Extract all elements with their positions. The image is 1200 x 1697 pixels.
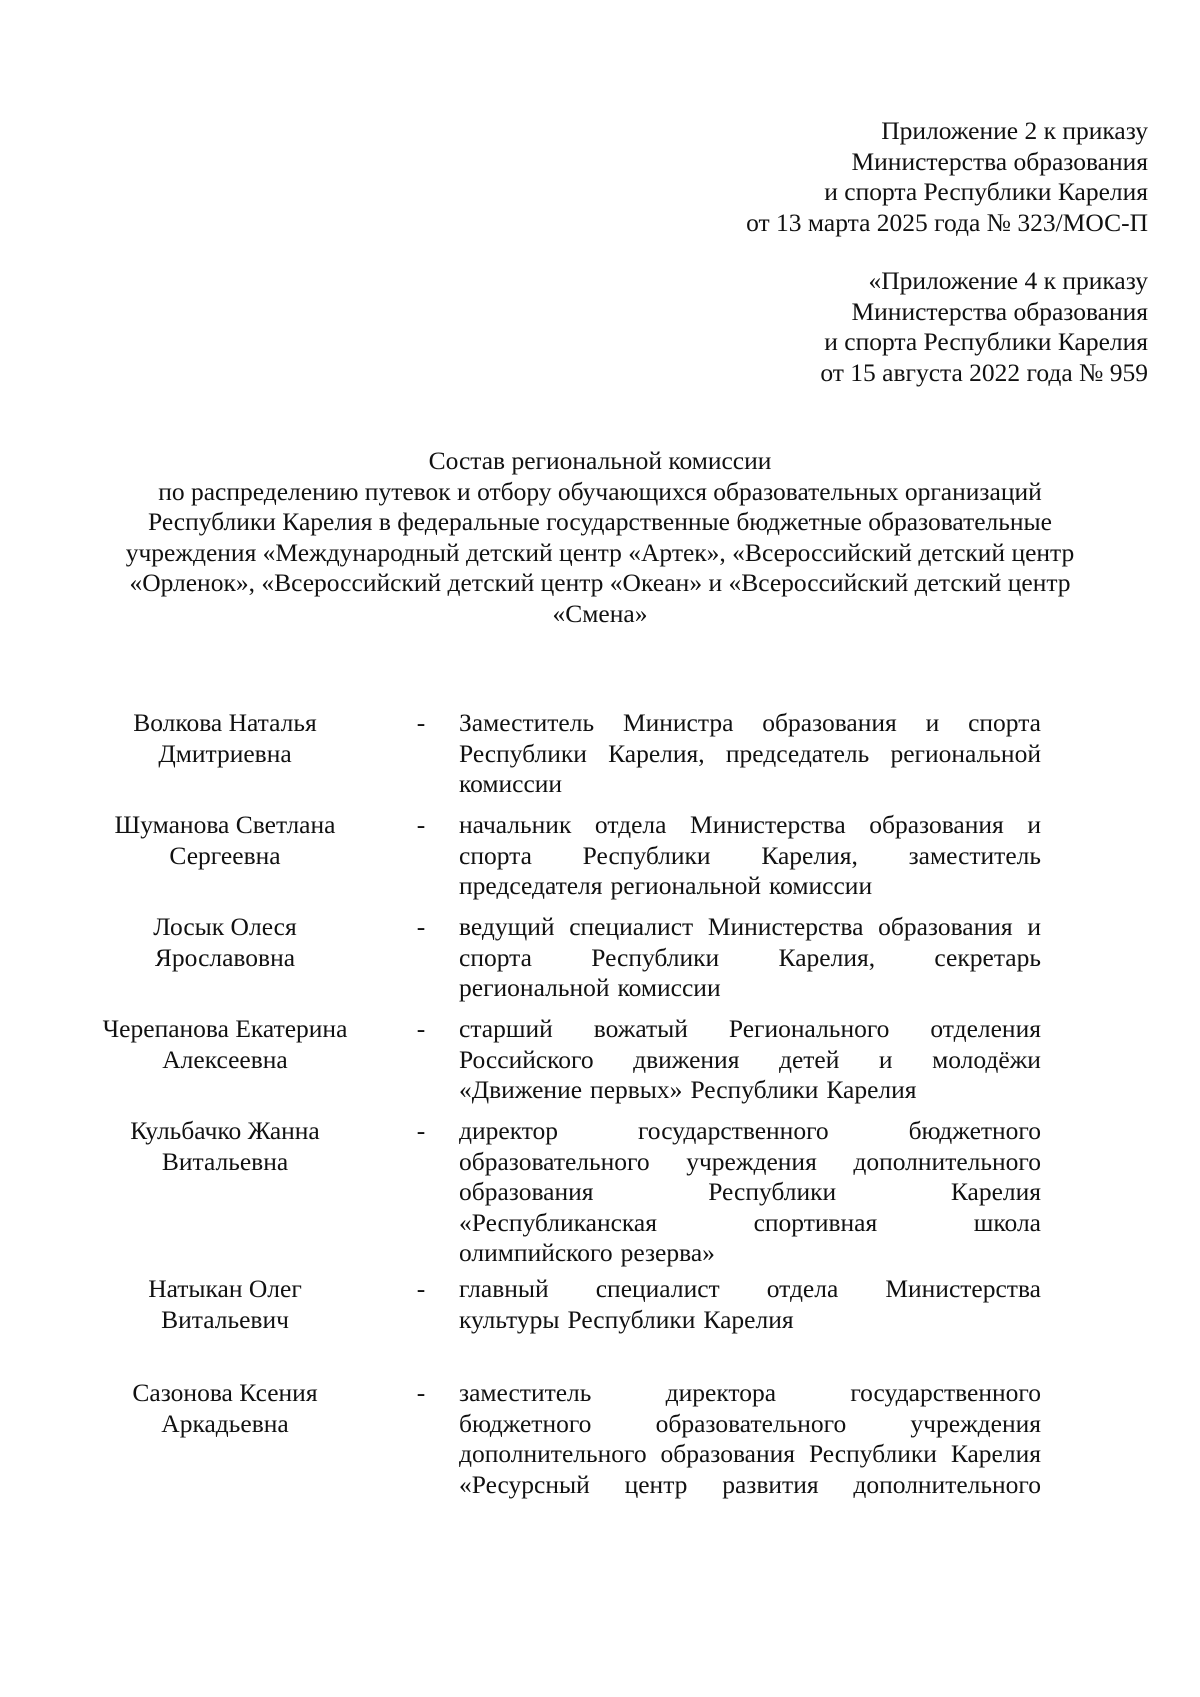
member-name [95, 1378, 355, 1439]
appendix-current-line: и спорта Республики Карелия [824, 177, 1148, 206]
role-word: школа [973, 1207, 1041, 1237]
member-role [459, 1378, 1041, 1500]
member-name-line: Алексеевна [162, 1044, 288, 1074]
role-word: образовательного [459, 1146, 650, 1176]
role-word: Карелия [950, 1439, 1041, 1468]
member-role-line [459, 871, 1041, 902]
role-word: Республики [591, 942, 720, 972]
title-line: учреждения «Международный детский центр «Артек», «Всероссийский детский центр [125, 537, 1075, 567]
role-word: Республики [808, 1439, 937, 1468]
role-word: начальник [459, 810, 572, 839]
role-word: и [878, 1044, 893, 1074]
role-word: Карелия, [608, 738, 705, 768]
role-word: образования [459, 1177, 594, 1206]
role-word: бюджетного [459, 1408, 592, 1438]
member-role-line [459, 810, 1041, 841]
role-word: дополнительного [853, 1146, 1041, 1176]
document-title [80, 446, 1120, 629]
role-word: дополнительного [853, 1469, 1041, 1499]
role-word: Республики [690, 1075, 819, 1104]
role-word: молодёжи [932, 1044, 1041, 1074]
title-line: по распределению путевок и отбору обучающихся образовательных организаций [158, 476, 1042, 506]
member-name [95, 1116, 355, 1177]
role-word: «Движение [459, 1075, 583, 1104]
appendix-previous-line: «Приложение 4 к приказу [868, 266, 1148, 295]
member-role-line [459, 943, 1041, 974]
member-name-line: Черепанова Екатерина [102, 1014, 348, 1043]
role-word: и [925, 708, 940, 737]
member-role-line [459, 1439, 1041, 1470]
role-word: олимпийского [459, 1238, 613, 1267]
role-word: учреждения [910, 1408, 1041, 1438]
member-name-line: Лосык Олеся [153, 912, 297, 941]
title-line: «Смена» [552, 598, 648, 628]
appendix-previous-line: Министерства образования [851, 296, 1148, 326]
role-word: развития [722, 1469, 819, 1499]
member-role-line [459, 1378, 1041, 1409]
role-word: вожатый [593, 1014, 688, 1043]
role-word: и [1027, 912, 1041, 941]
member-role [459, 810, 1041, 902]
member-name-line: Витальевна [161, 1146, 289, 1176]
role-word: комиссии [459, 769, 563, 798]
member-dash-separator: - [416, 708, 426, 737]
role-word: Карелия [703, 1304, 794, 1334]
role-word: спортивная [753, 1207, 878, 1237]
member-role-line [459, 1208, 1041, 1239]
member-name-line: Витальевич [161, 1304, 289, 1334]
member-name [95, 1014, 355, 1075]
member-role-line [459, 1470, 1041, 1501]
role-word: образования [762, 708, 897, 737]
member-name [95, 912, 355, 973]
member-dash-separator: - [416, 1014, 426, 1043]
member-name-line: Сазонова Ксения [132, 1378, 318, 1407]
member-role-line [459, 1147, 1041, 1178]
member-role-line [459, 1014, 1041, 1045]
member-name-line: Волкова Наталья [133, 708, 317, 737]
member-dash-separator: - [416, 1274, 426, 1303]
member-role [459, 1274, 1041, 1335]
appendix-previous-line: и спорта Республики Карелия [824, 327, 1148, 356]
appendix-previous-line: от 15 августа 2022 года № 959 [820, 357, 1148, 387]
role-word: председателя [459, 871, 603, 900]
appendix-current-header [588, 116, 1148, 238]
role-word: главный [459, 1274, 549, 1303]
role-word: Республики [708, 1177, 837, 1206]
role-word: комиссии [769, 871, 873, 900]
role-word: дополнительного [459, 1439, 647, 1468]
member-role-line [459, 1238, 1041, 1269]
role-word: региональной [459, 973, 610, 1002]
role-word: Карелия, [761, 840, 858, 870]
role-word: директор [459, 1116, 559, 1145]
appendix-current-line: Приложение 2 к приказу [881, 116, 1148, 145]
role-word: культуры [459, 1304, 560, 1334]
role-word: учреждения [686, 1146, 817, 1176]
member-role-line [459, 708, 1041, 739]
member-name-line: Сергеевна [169, 840, 281, 870]
member-name-line: Натыкан Олег [148, 1274, 302, 1303]
member-name [95, 1274, 355, 1335]
member-role-line [459, 973, 1041, 1004]
member-role-line [459, 769, 1041, 800]
member-name [95, 810, 355, 871]
role-word: Министерства [707, 912, 864, 941]
member-name-line: Шуманова Светлана [114, 810, 336, 839]
role-word: и [1027, 810, 1041, 839]
role-word: первых» [590, 1075, 683, 1104]
role-word: спорта [459, 840, 532, 870]
role-word: спорта [459, 942, 532, 972]
member-role [459, 1014, 1041, 1106]
role-word: председатель [725, 738, 870, 768]
role-word: Карелия [950, 1177, 1041, 1206]
member-role-line [459, 841, 1041, 872]
role-word: государственного [850, 1378, 1041, 1407]
title-line: Республики Карелия в федеральные государственные бюджетные образовательные [148, 507, 1052, 536]
appendix-previous-header [588, 266, 1148, 388]
role-word: детей [778, 1044, 840, 1074]
role-word: центр [624, 1469, 688, 1499]
role-word: Карелия [826, 1075, 917, 1104]
role-word: движения [633, 1044, 740, 1074]
role-word: Карелия, [778, 942, 876, 972]
role-word: бюджетного [908, 1116, 1041, 1145]
role-word: Республики [567, 1304, 696, 1334]
role-word: Российского [459, 1044, 594, 1074]
role-word: Республики [459, 738, 587, 768]
member-role-line [459, 1116, 1041, 1147]
role-word: спорта [968, 708, 1041, 737]
member-role-line [459, 739, 1041, 770]
member-role-line [459, 1045, 1041, 1076]
role-word: образования [660, 1439, 796, 1468]
role-word: образования [869, 810, 1004, 839]
member-role-line [459, 1075, 1041, 1106]
member-name-line: Кульбачко Жанна [130, 1116, 320, 1145]
member-name-line: Аркадьевна [161, 1408, 289, 1438]
member-name [95, 708, 355, 769]
appendix-current-line: Министерства образования [851, 146, 1148, 176]
member-dash-separator: - [416, 1116, 426, 1145]
role-word: отделения [930, 1014, 1041, 1043]
role-word: региональной [610, 871, 762, 900]
role-word: Заместитель [459, 708, 595, 737]
title-line: «Орленок», «Всероссийский детский центр «Океан» и «Всероссийский детский центр [129, 568, 1071, 597]
member-name-line: Ярославовна [154, 942, 296, 972]
title-line: Состав региональной комиссии [428, 446, 772, 475]
member-role-line [459, 1409, 1041, 1440]
role-word: образовательного [655, 1408, 847, 1438]
role-word: региональной [890, 738, 1041, 768]
member-role [459, 1116, 1041, 1269]
member-role [459, 708, 1041, 800]
member-role-line [459, 1305, 1041, 1336]
member-role-line [459, 1177, 1041, 1208]
role-word: Министра [622, 708, 734, 737]
role-word: отдела [766, 1274, 839, 1303]
role-word: «Ресурсный [459, 1469, 590, 1499]
role-word: комиссии [617, 973, 721, 1002]
role-word: специалист [595, 1274, 720, 1303]
role-word: «Республиканская [459, 1207, 657, 1237]
role-word: Министерства [690, 810, 846, 839]
appendix-current-line: от 13 марта 2025 года № 323/МОС-П [746, 207, 1148, 237]
member-role-line [459, 1274, 1041, 1305]
member-role-line [459, 912, 1041, 943]
role-word: директора [665, 1378, 777, 1407]
role-word: старший [459, 1014, 553, 1043]
member-dash-separator: - [416, 912, 426, 941]
member-role [459, 912, 1041, 1004]
role-word: Республики [582, 840, 711, 870]
role-word: Министерства [885, 1274, 1041, 1303]
member-name-line: Дмитриевна [158, 738, 292, 768]
role-word: государственного [637, 1116, 829, 1145]
role-word: резерва» [620, 1238, 715, 1267]
role-word: заместитель [459, 1378, 592, 1407]
role-word: отдела [594, 810, 667, 839]
member-dash-separator: - [416, 1378, 426, 1407]
role-word: секретарь [934, 942, 1041, 972]
role-word: заместитель [908, 840, 1041, 870]
member-dash-separator: - [416, 810, 426, 839]
role-word: специалист [569, 912, 694, 941]
role-word: образования [878, 912, 1013, 941]
role-word: Регионального [728, 1014, 890, 1043]
role-word: ведущий [459, 912, 555, 941]
